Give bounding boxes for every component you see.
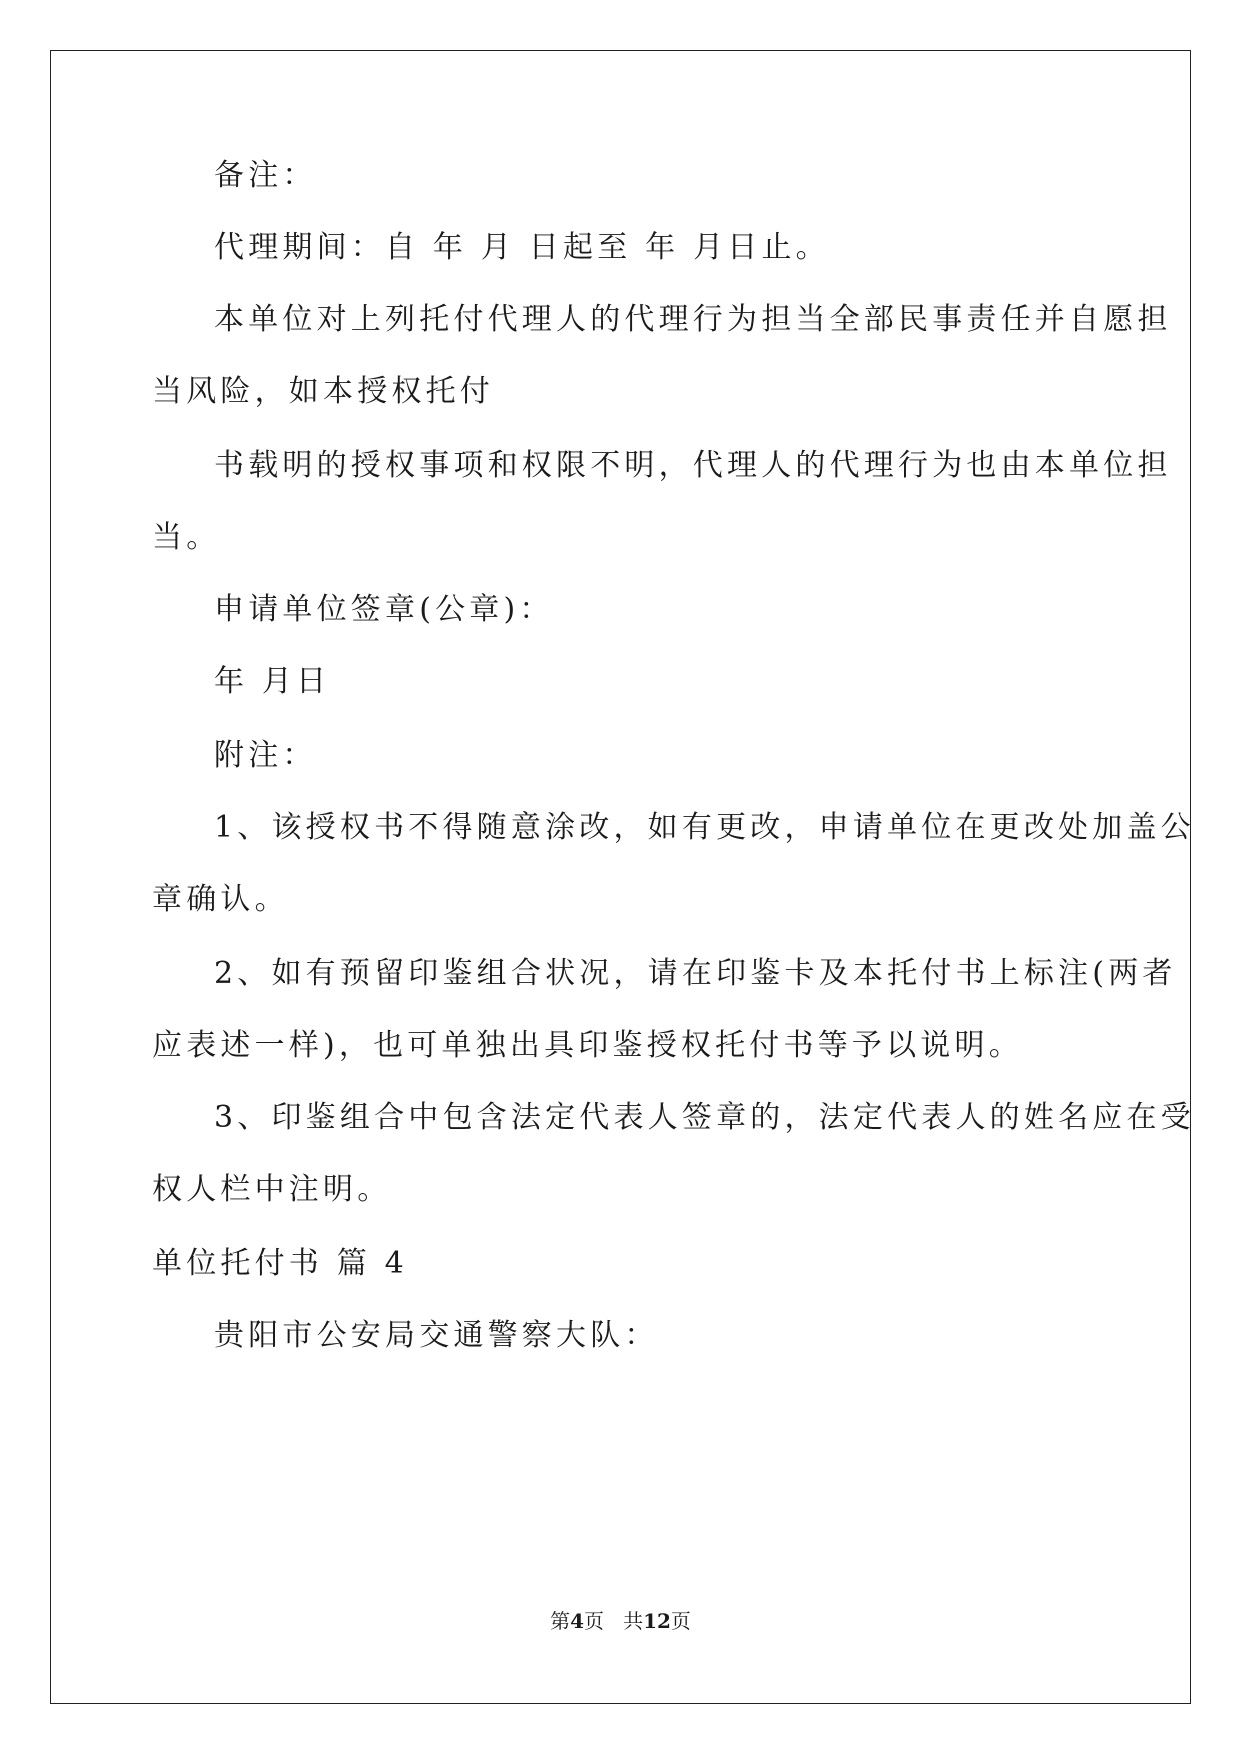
total-prefix: 共 — [623, 1609, 644, 1633]
addressee-line: 贵阳市公安局交通警察大队： — [214, 1318, 659, 1353]
total-suffix: 页 — [670, 1609, 691, 1633]
section-heading: 单位托付书 篇 4 — [152, 1246, 408, 1281]
paragraph-line: 本单位对上列托付代理人的代理行为担当全部民事责任并自愿担 — [214, 302, 1172, 337]
note-item-2-cont: 应表述一样)，也可单独出具印鉴授权托付书等予以说明。 — [152, 1028, 1023, 1063]
note-item-1-cont: 章确认。 — [152, 882, 289, 917]
page-prefix: 第 — [550, 1609, 571, 1633]
date-line: 年 月日 — [214, 664, 331, 699]
page-footer — [0, 1608, 1241, 1634]
signature-seal-line: 申请单位签章(公章)： — [214, 592, 554, 627]
note-item-2: 2、如有预留印鉴组合状况，请在印鉴卡及本托付书上标注(两者 — [214, 956, 1177, 991]
total-pages: 12 — [643, 1609, 671, 1633]
note-item-1: 1、该授权书不得随意涂改，如有更改，申请单位在更改处加盖公 — [214, 810, 1195, 845]
remark-label: 备注： — [214, 158, 317, 193]
page-suffix: 页 — [584, 1609, 604, 1633]
note-item-3: 3、印鉴组合中包含法定代表人签章的，法定代表人的姓名应在受 — [214, 1100, 1195, 1135]
paragraph-line: 当。 — [152, 520, 221, 555]
notes-label: 附注： — [214, 738, 317, 773]
paragraph-line: 书载明的授权事项和权限不明，代理人的代理行为也由本单位担 — [214, 448, 1172, 483]
note-item-3-cont: 权人栏中注明。 — [152, 1172, 392, 1207]
paragraph-line: 当风险，如本授权托付 — [152, 374, 494, 409]
agency-period-line: 代理期间：自 年 月 日起至 年 月日止。 — [214, 230, 830, 265]
page-number: 4 — [570, 1609, 584, 1633]
page-border — [50, 50, 1191, 1704]
